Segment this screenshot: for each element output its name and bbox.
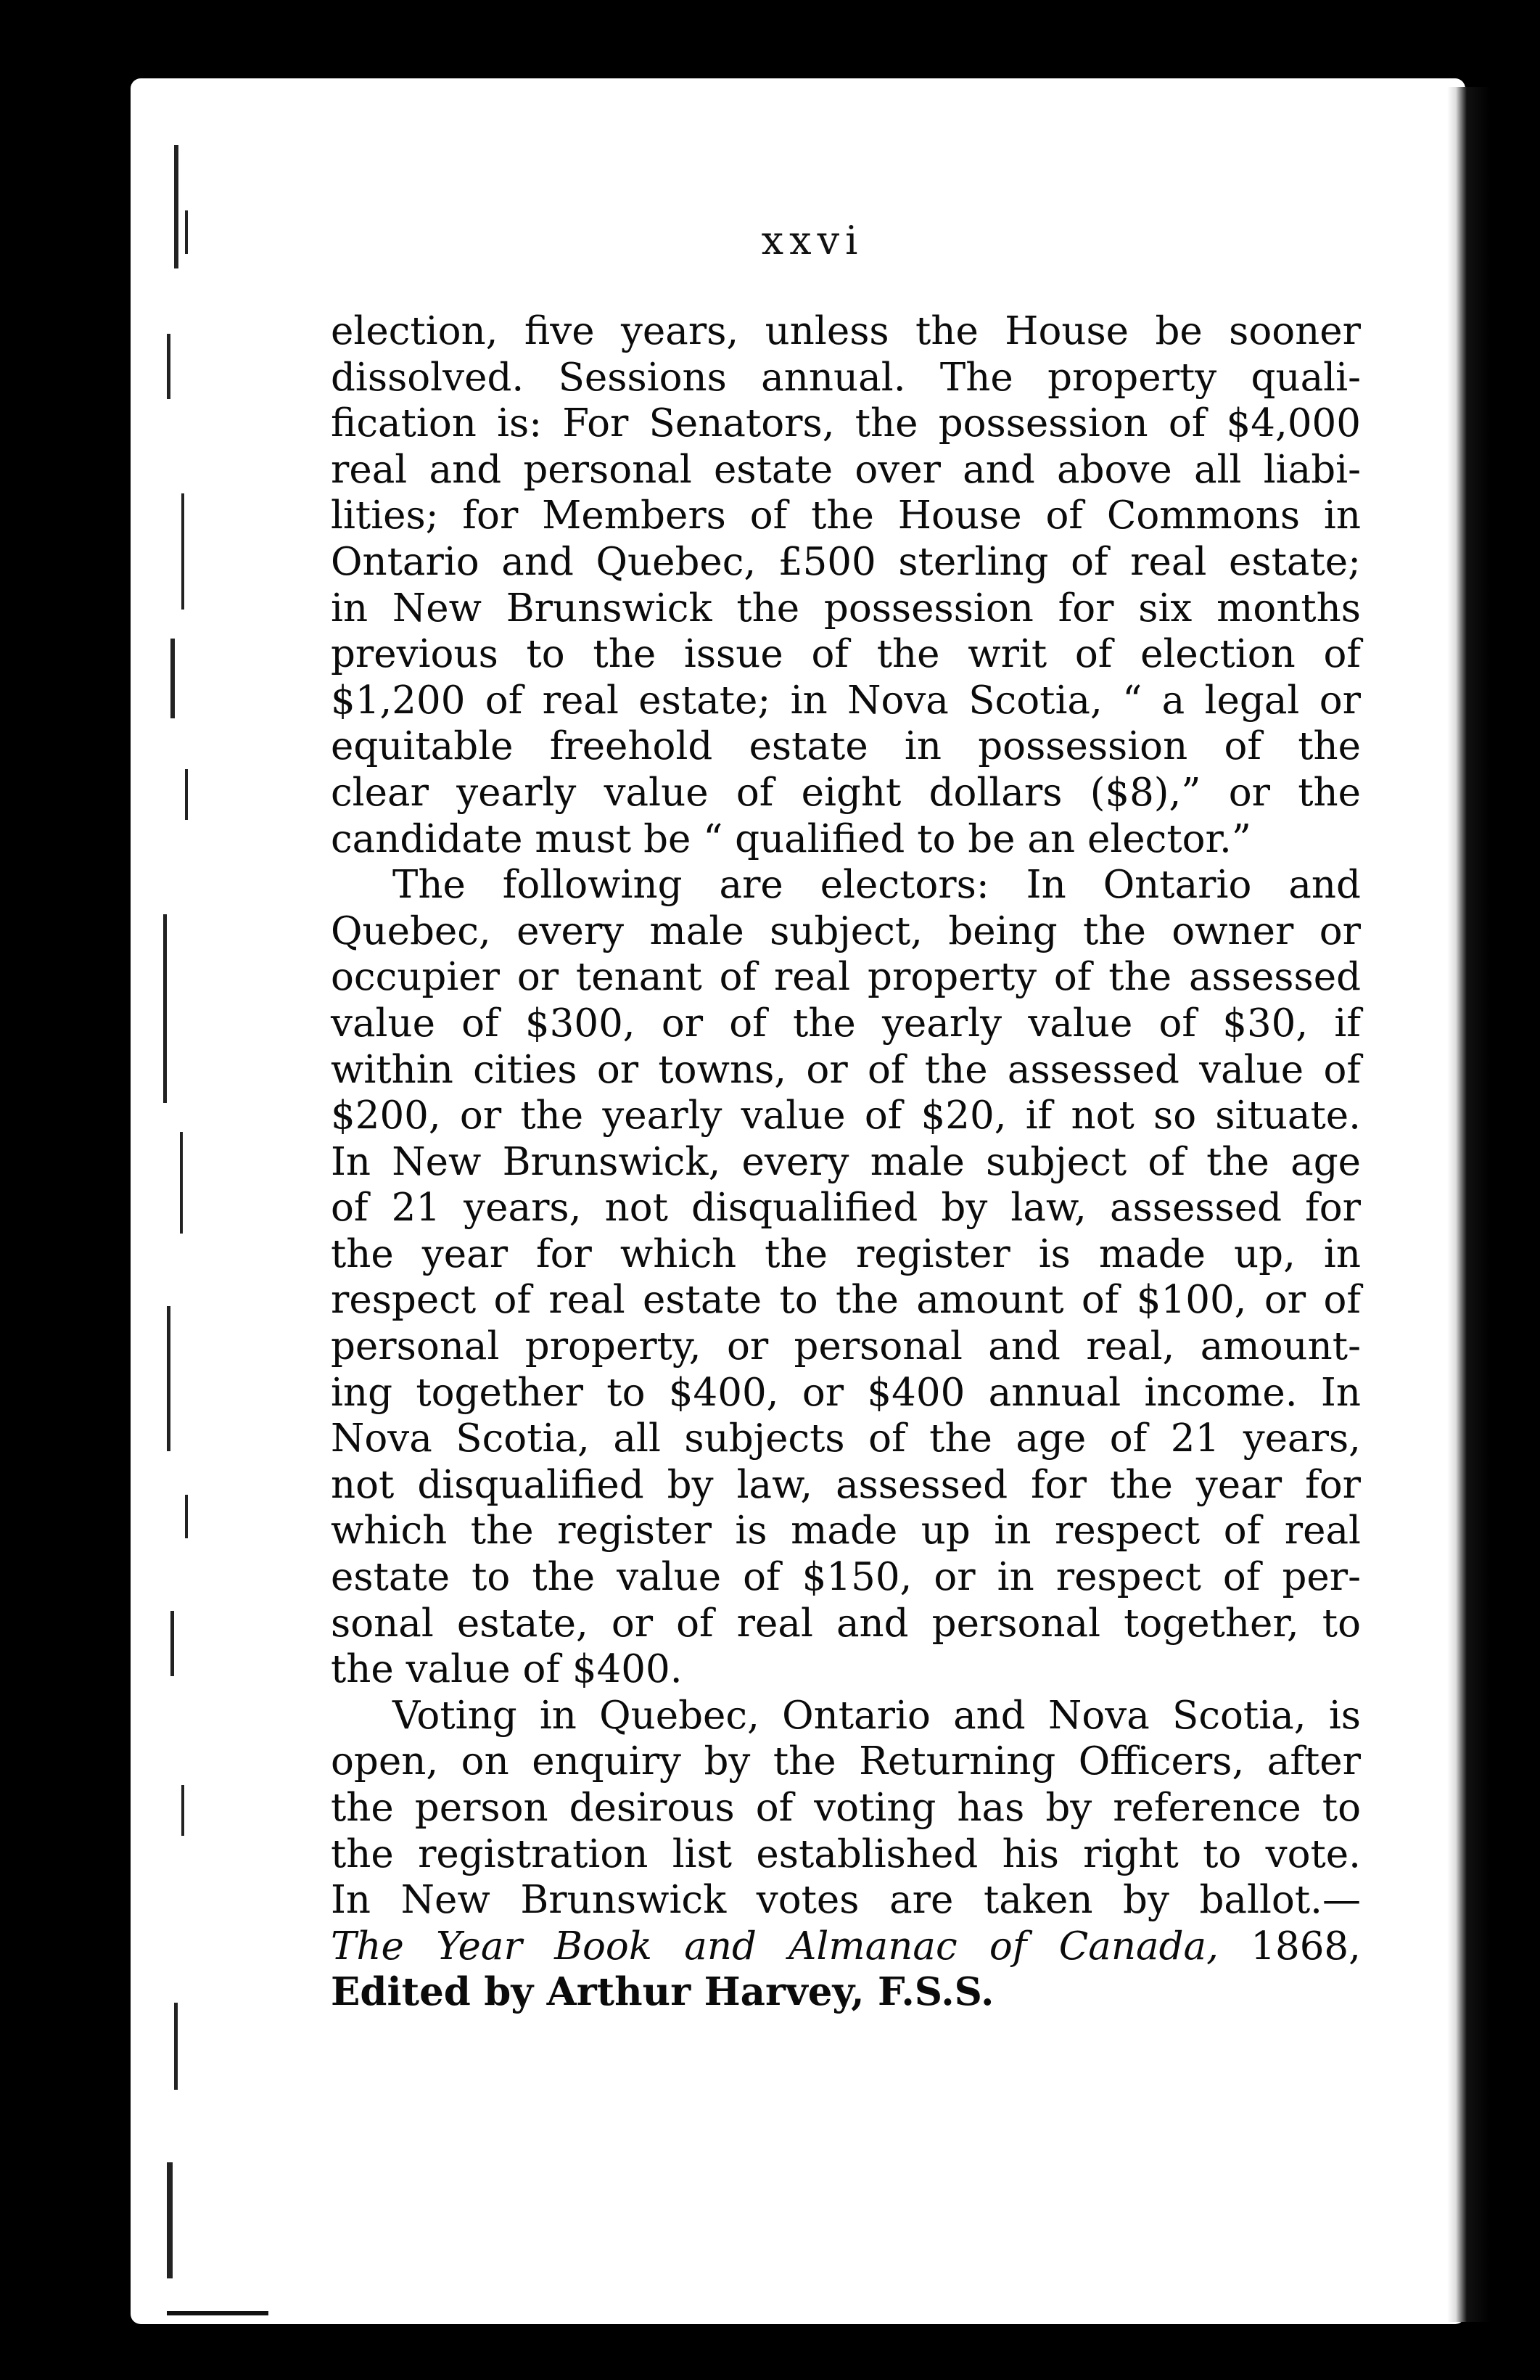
text-line: equitable freehold estate in possession of the bbox=[331, 724, 1361, 769]
gutter-marks bbox=[145, 116, 232, 2307]
text-line: In New Brunswick votes are taken by ballot.— bbox=[331, 1878, 1361, 1923]
citation-title: The Year Book and Almanac of Canada, bbox=[331, 1924, 1219, 1969]
text-line: not disqualified by law, assessed for the year for bbox=[331, 1462, 1361, 1507]
text-line: of 21 years, not disqualified by law, assessed for bbox=[331, 1186, 1361, 1231]
text-line: the person desirous of voting has by reference to bbox=[331, 1786, 1361, 1830]
text-line: Quebec, every male subject, being the owner or bbox=[331, 908, 1361, 953]
gutter-rule bbox=[167, 2311, 268, 2315]
text-line: $200, or the yearly value of $20, if not so situate. bbox=[331, 1093, 1361, 1138]
text-line: previous to the issue of the writ of election of bbox=[331, 632, 1361, 677]
body-text bbox=[331, 308, 1361, 2016]
text-line: real and personal estate over and above all liabi- bbox=[331, 447, 1361, 492]
page-number: xxvi bbox=[761, 218, 864, 263]
text-line: candidate must be “ qualified to be an elector.” bbox=[331, 816, 1251, 861]
text-line: dissolved. Sessions annual. The property quali- bbox=[331, 355, 1361, 400]
text-line: in New Brunswick the possession for six months bbox=[331, 586, 1361, 631]
text-line: The following are electors: In Ontario and bbox=[392, 863, 1361, 908]
text-line: In New Brunswick, every male subject of the age bbox=[331, 1139, 1361, 1184]
text-line: the value of $400. bbox=[331, 1647, 683, 1692]
text-line: $1,200 of real estate; in Nova Scotia, “ a legal or bbox=[331, 678, 1361, 723]
text-line: respect of real estate to the amount of $100, or of bbox=[331, 1278, 1361, 1323]
text-line: open, on enquiry by the Returning Officers, after bbox=[331, 1739, 1361, 1784]
text-line: within cities or towns, or of the assessed value of bbox=[331, 1047, 1361, 1092]
citation-line bbox=[331, 1924, 1361, 1970]
text-line: election, five years, unless the House be sooner bbox=[331, 309, 1361, 353]
page-edge-shadow bbox=[1447, 87, 1491, 2322]
text-line: the registration list established his right to vote. bbox=[331, 1831, 1361, 1876]
text-line: clear yearly value of eight dollars ($8),” or the bbox=[331, 770, 1361, 815]
citation-year: 1868, bbox=[1251, 1924, 1361, 1969]
text-line: occupier or tenant of real property of the assessed bbox=[331, 955, 1361, 1000]
text-line: ing together to $400, or $400 annual income. In bbox=[331, 1370, 1361, 1415]
text-line: Ontario and Quebec, £500 sterling of real estate; bbox=[331, 539, 1361, 584]
text-line: estate to the value of $150, or in respect of per- bbox=[331, 1555, 1361, 1600]
text-line: the year for which the register is made up, in bbox=[331, 1231, 1361, 1276]
text-line: sonal estate, or of real and personal together, to bbox=[331, 1601, 1361, 1646]
text-line: lities; for Members of the House of Commons in bbox=[331, 493, 1361, 538]
text-line: Nova Scotia, all subjects of the age of 21 years, bbox=[331, 1416, 1361, 1461]
page-edge-binding bbox=[1491, 116, 1505, 2293]
text-line: which the register is made up in respect of real bbox=[331, 1509, 1361, 1554]
citation-editor: Edited by Arthur Harvey, F.S.S. bbox=[331, 1969, 995, 2015]
text-line: Voting in Quebec, Ontario and Nova Scotia, is bbox=[392, 1693, 1361, 1738]
text-line: personal property, or personal and real, amount- bbox=[331, 1324, 1361, 1369]
text-line: fication is: For Senators, the possession of $4,000 bbox=[331, 401, 1361, 446]
text-line: value of $300, or of the yearly value of $30, if bbox=[331, 1001, 1361, 1046]
